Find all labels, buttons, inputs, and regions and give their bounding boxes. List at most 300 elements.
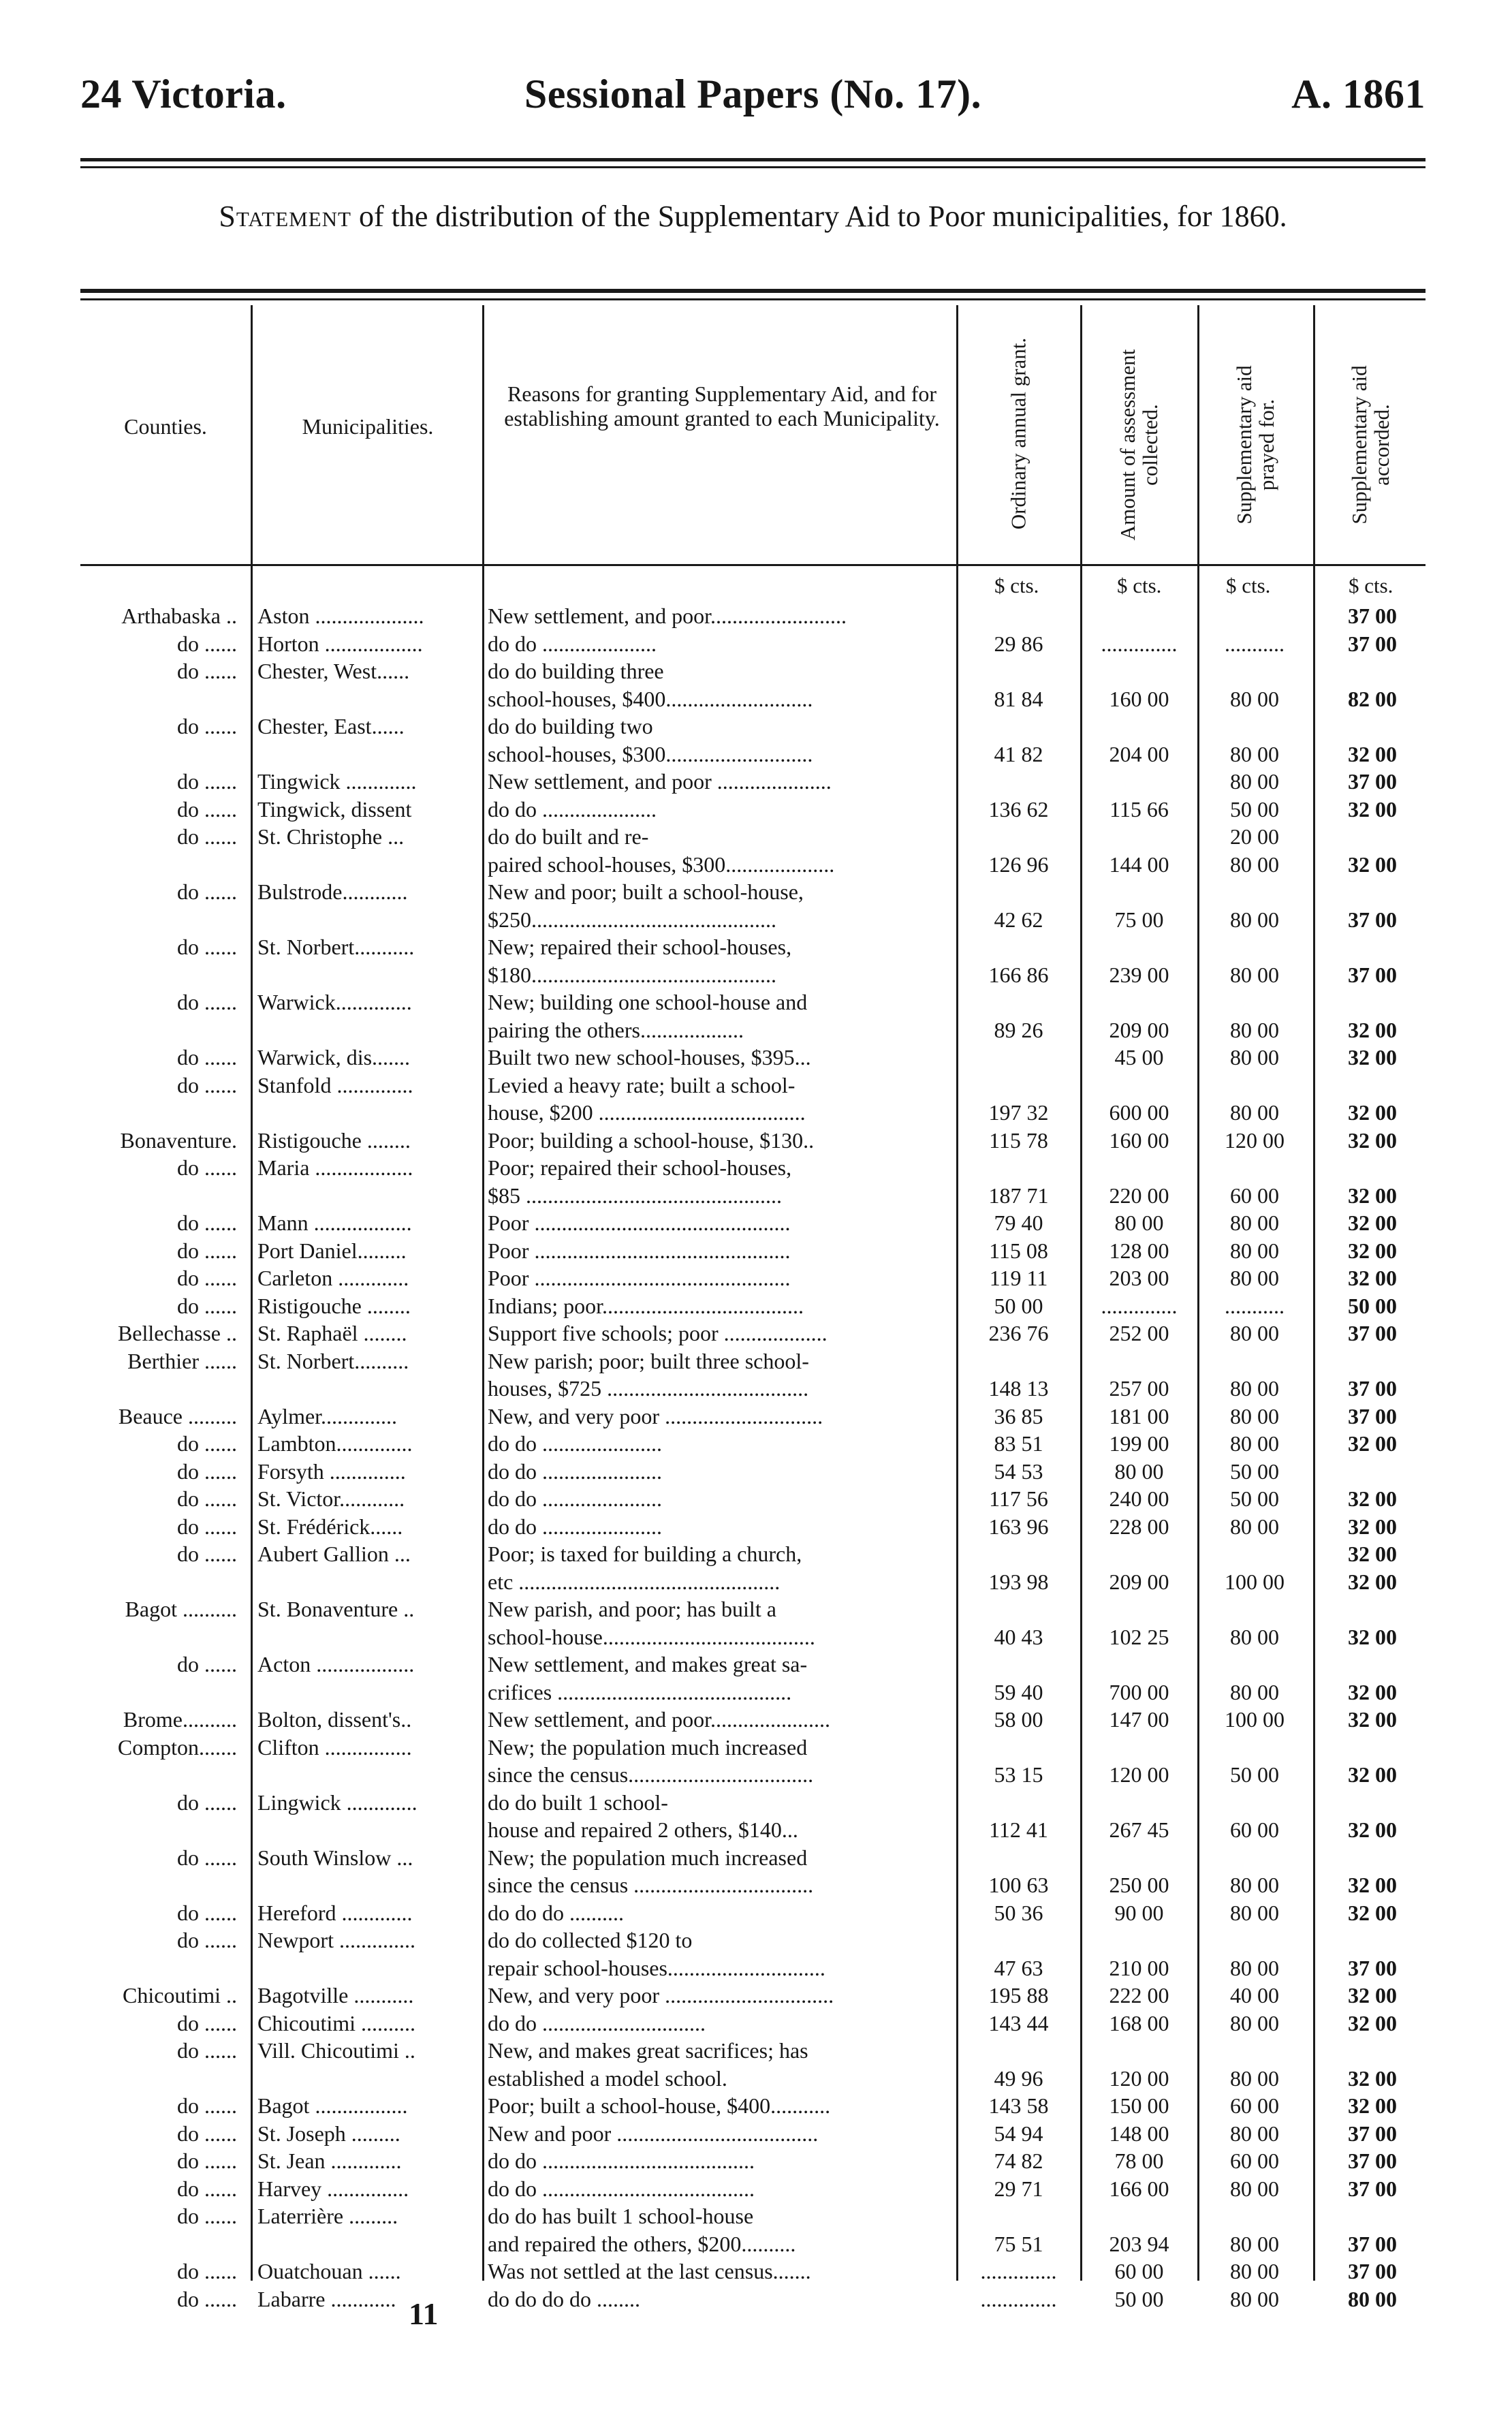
table-row: [0, 1568, 1512, 1595]
grant-cell: 143 44: [988, 2010, 1049, 2035]
grant-cell: 143 58: [988, 2093, 1049, 2118]
reason-cell: $180.............................................: [488, 962, 776, 987]
county-cell: do ......: [177, 1900, 237, 1925]
municipality-cell: Bolton, dissent's..: [257, 1707, 412, 1732]
municipality-cell: Tingwick, dissent: [257, 796, 412, 822]
reason-cell: do do built 1 school-: [488, 1790, 668, 1815]
accorded-cell: 37 00: [1348, 2176, 1397, 2201]
table-row: [0, 1072, 1512, 1099]
table-row: [0, 1209, 1512, 1236]
table-row: [0, 933, 1512, 960]
accorded-cell: 32 00: [1348, 1707, 1397, 1732]
reason-cell: do do .......................................: [488, 2176, 755, 2201]
assessment-cell: 240 00: [1109, 1486, 1169, 1511]
municipality-cell: Ouatchouan ......: [257, 2259, 401, 2283]
table-row: [0, 796, 1512, 823]
prayed-cell: 80 00: [1230, 741, 1279, 766]
prayed-cell: 80 00: [1230, 1514, 1279, 1539]
table-row: [0, 1706, 1512, 1733]
table-row: [0, 2175, 1512, 2202]
prayed-cell: 80 00: [1230, 1100, 1279, 1125]
assessment-cell: 150 00: [1109, 2093, 1169, 2118]
grant-cell: 49 96: [994, 2065, 1043, 2091]
reason-cell: do do .....................: [488, 796, 657, 822]
reason-cell: do do has built 1 school-house: [488, 2204, 754, 2228]
reason-cell: Poor ...............................................: [488, 1266, 791, 1290]
prayed-cell: 80 00: [1230, 852, 1279, 877]
accorded-cell: 37 00: [1348, 2259, 1397, 2283]
reason-cell: Poor; is taxed for building a church,: [488, 1542, 802, 1566]
assessment-cell: 80 00: [1114, 1210, 1164, 1235]
municipality-cell: Bulstrode............: [257, 879, 408, 904]
table-row: [0, 1403, 1512, 1430]
grant-cell: 236 76: [988, 1321, 1049, 1345]
grant-cell: 195 88: [988, 1983, 1049, 2008]
county-cell: do ......: [177, 2038, 237, 2063]
grant-cell: 41 82: [994, 741, 1043, 766]
reason-cell: New, and very poor .............................: [488, 1403, 823, 1428]
accorded-cell: 32 00: [1348, 1486, 1397, 1511]
assessment-cell: 80 00: [1114, 1458, 1164, 1484]
municipality-cell: Harvey ...............: [257, 2176, 409, 2201]
assessment-cell: 60 00: [1114, 2259, 1164, 2283]
table-row: [0, 961, 1512, 988]
municipality-cell: Lambton..............: [257, 1431, 413, 1456]
municipality-cell: Aston ....................: [257, 604, 424, 628]
prayed-cell: 40 00: [1230, 1983, 1279, 2008]
reason-cell: do do do ..........: [488, 1900, 624, 1925]
table-row: [0, 1982, 1512, 2009]
municipality-cell: Bagot .................: [257, 2093, 408, 2118]
municipality-cell: Maria ..................: [257, 1155, 413, 1180]
accorded-cell: 37 00: [1348, 962, 1397, 987]
accorded-cell: 32 00: [1348, 1431, 1397, 1456]
reason-cell: do do ......................: [488, 1486, 662, 1511]
table-row: [0, 2065, 1512, 2092]
reason-cell: Poor; built a school-house, $400...........: [488, 2093, 831, 2118]
prayed-cell: 60 00: [1230, 1817, 1279, 1842]
county-cell: Beauce .........: [118, 1403, 237, 1428]
assessment-cell: 90 00: [1114, 1900, 1164, 1925]
accorded-cell: 32 00: [1348, 1762, 1397, 1787]
prayed-cell: 50 00: [1230, 1762, 1279, 1787]
county-cell: do ......: [177, 1266, 237, 1290]
table-row: [0, 1237, 1512, 1264]
prayed-cell: 80 00: [1230, 1679, 1279, 1704]
prayed-cell: 80 00: [1230, 1376, 1279, 1401]
table-row: [0, 1292, 1512, 1319]
grant-cell: 74 82: [994, 2149, 1043, 2173]
county-cell: do ......: [177, 2286, 237, 2311]
grant-cell: 193 98: [988, 1569, 1049, 1594]
accorded-cell: 32 00: [1348, 2093, 1397, 2118]
table-row: [0, 1127, 1512, 1154]
table-row: [0, 1513, 1512, 1540]
prayed-cell: 80 00: [1230, 1431, 1279, 1456]
county-cell: do ......: [177, 2093, 237, 2118]
county-cell: do ......: [177, 824, 237, 849]
municipality-cell: St. Christophe ...: [257, 824, 405, 849]
reason-cell: do do .......................................: [488, 2149, 755, 2173]
reason-cell: Support five schools; poor ...................: [488, 1321, 828, 1345]
reason-cell: do do building two: [488, 714, 653, 738]
prayed-cell: 100 00: [1225, 1569, 1285, 1594]
col-header-grant: Ordinary annual grant.: [1006, 337, 1030, 530]
grant-cell: 42 62: [994, 907, 1043, 932]
prayed-cell: ...........: [1225, 631, 1285, 656]
accorded-cell: 32 00: [1348, 1127, 1397, 1153]
accorded-cell: 37 00: [1348, 1376, 1397, 1401]
header-right: A. 1861: [1291, 72, 1426, 116]
table-row: [0, 1789, 1512, 1816]
grant-cell: ..............: [980, 2286, 1057, 2311]
county-cell: do ......: [177, 990, 237, 1014]
county-cell: do ......: [177, 1045, 237, 1069]
assessment-cell: 228 00: [1109, 1514, 1169, 1539]
assessment-cell: 257 00: [1109, 1376, 1169, 1401]
reason-cell: house and repaired 2 others, $140...: [488, 1817, 798, 1842]
accorded-cell: 50 00: [1348, 1293, 1397, 1318]
municipality-cell: Warwick, dis.......: [257, 1045, 411, 1069]
prayed-cell: 80 00: [1230, 1210, 1279, 1235]
assessment-cell: ..............: [1101, 631, 1178, 656]
assessment-cell: 203 94: [1109, 2231, 1169, 2256]
grant-cell: 126 96: [988, 852, 1049, 877]
grant-cell: 81 84: [994, 686, 1043, 711]
reason-cell: do do built and re-: [488, 824, 649, 849]
accorded-cell: 32 00: [1348, 2065, 1397, 2091]
county-cell: do ......: [177, 714, 237, 738]
accorded-cell: 32 00: [1348, 1045, 1397, 1069]
reason-cell: repair school-houses.............................: [488, 1955, 825, 1980]
accorded-cell: 32 00: [1348, 1100, 1397, 1125]
prayed-cell: 20 00: [1230, 824, 1279, 849]
reason-cell: New settlement, and poor.........................: [488, 604, 847, 628]
accorded-cell: 37 00: [1348, 2121, 1397, 2146]
table-row: [0, 1264, 1512, 1292]
table-row: [0, 1485, 1512, 1512]
assessment-cell: 50 00: [1114, 2286, 1164, 2311]
reason-cell: New parish, and poor; has built a: [488, 1597, 776, 1621]
municipality-cell: Lingwick .............: [257, 1790, 418, 1815]
municipality-cell: Mann ..................: [257, 1210, 412, 1235]
county-cell: do ......: [177, 2176, 237, 2201]
assessment-cell: 222 00: [1109, 1983, 1169, 2008]
county-cell: do ......: [177, 1928, 237, 1952]
table-row: [0, 1319, 1512, 1347]
reason-cell: New and poor; built a school-house,: [488, 879, 804, 904]
accorded-cell: 32 00: [1348, 852, 1397, 877]
grant-cell: 47 63: [994, 1955, 1043, 1980]
grant-cell: 29 71: [994, 2176, 1043, 2201]
municipality-cell: Aylmer..............: [257, 1403, 398, 1428]
table-row: [0, 1099, 1512, 1126]
accorded-cell: 37 00: [1348, 1955, 1397, 1980]
prayed-cell: 80 00: [1230, 2010, 1279, 2035]
assessment-cell: 45 00: [1114, 1045, 1164, 1069]
reason-cell: New, and makes great sacrifices; has: [488, 2038, 808, 2063]
header-center: Sessional Papers (No. 17).: [524, 72, 982, 116]
county-cell: do ......: [177, 631, 237, 656]
county-cell: do ......: [177, 1458, 237, 1484]
table-row: [0, 713, 1512, 740]
assessment-cell: 199 00: [1109, 1431, 1169, 1456]
prayed-cell: ...........: [1225, 1293, 1285, 1318]
accorded-cell: 37 00: [1348, 1321, 1397, 1345]
municipality-cell: Labarre ............: [257, 2286, 396, 2311]
table-row: [0, 2285, 1512, 2313]
grant-cell: 50 36: [994, 1900, 1043, 1925]
assessment-cell: 148 00: [1109, 2121, 1169, 2146]
grant-cell: 54 53: [994, 1458, 1043, 1484]
prayed-cell: 80 00: [1230, 1238, 1279, 1263]
reason-cell: do do ......................: [488, 1458, 662, 1484]
reason-cell: and repaired the others, $200..........: [488, 2231, 796, 2256]
reason-cell: Poor; building a school-house, $130..: [488, 1127, 815, 1153]
municipality-cell: Warwick..............: [257, 990, 412, 1014]
municipality-cell: Hereford .............: [257, 1900, 413, 1925]
assessment-cell: 209 00: [1109, 1017, 1169, 1042]
assessment-cell: 160 00: [1109, 1127, 1169, 1153]
table-row: [0, 1651, 1512, 1678]
assessment-cell: 102 25: [1109, 1624, 1169, 1649]
prayed-cell: 50 00: [1230, 796, 1279, 822]
assessment-cell: 160 00: [1109, 686, 1169, 711]
accorded-cell: 82 00: [1348, 686, 1397, 711]
reason-cell: do do ......................: [488, 1431, 662, 1456]
county-cell: do ......: [177, 2259, 237, 2283]
header-bottom-rule: [80, 564, 1426, 566]
municipality-cell: Newport ..............: [257, 1928, 415, 1952]
municipality-cell: Port Daniel.........: [257, 1238, 407, 1263]
assessment-cell: 267 45: [1109, 1817, 1169, 1842]
assessment-cell: 250 00: [1109, 1873, 1169, 1897]
prayed-cell: 80 00: [1230, 2065, 1279, 2091]
assessment-cell: 166 00: [1109, 2176, 1169, 2201]
prayed-cell: 80 00: [1230, 1900, 1279, 1925]
units-accorded: $ cts.: [1349, 574, 1393, 597]
grant-cell: 197 32: [988, 1100, 1049, 1125]
grant-cell: 75 51: [994, 2231, 1043, 2256]
county-cell: do ......: [177, 769, 237, 794]
reason-cell: do do .....................: [488, 631, 657, 656]
prayed-cell: 120 00: [1225, 1127, 1285, 1153]
accorded-cell: 32 00: [1348, 1679, 1397, 1704]
page-number: 11: [409, 2296, 439, 2331]
assessment-cell: 144 00: [1109, 852, 1169, 877]
assessment-cell: ..............: [1101, 1293, 1178, 1318]
accorded-cell: 32 00: [1348, 1017, 1397, 1042]
municipality-cell: St. Bonaventure ..: [257, 1597, 415, 1621]
prayed-cell: 60 00: [1230, 1183, 1279, 1208]
table-row: [0, 2037, 1512, 2064]
assessment-cell: 147 00: [1109, 1707, 1169, 1732]
municipality-cell: St. Joseph .........: [257, 2121, 400, 2146]
county-cell: do ......: [177, 1790, 237, 1815]
table-row: [0, 2120, 1512, 2147]
accorded-cell: 37 00: [1348, 2231, 1397, 2256]
accorded-cell: 32 00: [1348, 1183, 1397, 1208]
municipality-cell: Forsyth ..............: [257, 1458, 406, 1484]
county-cell: Compton.......: [117, 1734, 237, 1760]
assessment-cell: 700 00: [1109, 1679, 1169, 1704]
prayed-cell: 80 00: [1230, 962, 1279, 987]
table-row: [0, 1540, 1512, 1567]
reason-cell: do do collected $120 to: [488, 1928, 693, 1952]
municipality-cell: St. Raphaël ........: [257, 1321, 407, 1345]
prayed-cell: 50 00: [1230, 1486, 1279, 1511]
reason-cell: New parish; poor; built three school-: [488, 1348, 809, 1373]
municipality-cell: St. Jean .............: [257, 2149, 402, 2173]
municipality-cell: Clifton ................: [257, 1734, 412, 1760]
county-cell: do ......: [177, 1210, 237, 1235]
accorded-cell: 32 00: [1348, 1542, 1397, 1566]
assessment-cell: 210 00: [1109, 1955, 1169, 1980]
assessment-cell: 181 00: [1109, 1403, 1169, 1428]
assessment-cell: 115 66: [1109, 796, 1169, 822]
county-cell: do ......: [177, 1072, 237, 1097]
assessment-cell: 239 00: [1109, 962, 1169, 987]
reason-cell: New; repaired their school-houses,: [488, 935, 792, 959]
grant-cell: 119 11: [989, 1266, 1048, 1290]
municipality-cell: Carleton .............: [257, 1266, 409, 1290]
table-row: [0, 602, 1512, 629]
accorded-cell: 80 00: [1348, 2286, 1397, 2311]
county-cell: do ......: [177, 2121, 237, 2146]
table-row: [0, 1595, 1512, 1623]
prayed-cell: 80 00: [1230, 1321, 1279, 1345]
assessment-cell: 203 00: [1109, 1266, 1169, 1290]
units-assessment: $ cts.: [1117, 574, 1162, 597]
accorded-cell: 37 00: [1348, 2149, 1397, 2173]
reason-cell: do do ......................: [488, 1514, 662, 1539]
table-top-rule-1: [80, 289, 1426, 293]
grant-cell: 166 86: [988, 962, 1049, 987]
reason-cell: New; the population much increased: [488, 1734, 808, 1760]
table-row: [0, 878, 1512, 905]
reason-cell: New; the population much increased: [488, 1845, 808, 1870]
table-row: [0, 2147, 1512, 2174]
grant-cell: 58 00: [994, 1707, 1043, 1732]
prayed-cell: 80 00: [1230, 2176, 1279, 2201]
municipality-cell: St. Norbert...........: [257, 935, 415, 959]
reason-cell: pairing the others...................: [488, 1017, 744, 1042]
county-cell: Bonaventure.: [120, 1127, 237, 1153]
prayed-cell: 100 00: [1225, 1707, 1285, 1732]
prayed-cell: 80 00: [1230, 1017, 1279, 1042]
prayed-cell: 80 00: [1230, 907, 1279, 932]
accorded-cell: 32 00: [1348, 741, 1397, 766]
county-cell: Bagot ..........: [125, 1597, 237, 1621]
table-row: [0, 1926, 1512, 1954]
reason-cell: do do ..............................: [488, 2010, 706, 2035]
table-row: [0, 2230, 1512, 2258]
prayed-cell: 50 00: [1230, 1458, 1279, 1484]
municipality-cell: Acton ..................: [257, 1652, 415, 1676]
reason-cell: Indians; poor.....................................: [488, 1293, 804, 1318]
table-row: [0, 851, 1512, 878]
table-row: [0, 1871, 1512, 1899]
reason-cell: New settlement, and makes great sa-: [488, 1652, 808, 1676]
reason-cell: Poor; repaired their school-houses,: [488, 1155, 792, 1180]
table-row: [0, 906, 1512, 933]
grant-cell: 100 63: [988, 1873, 1049, 1897]
prayed-cell: 60 00: [1230, 2149, 1279, 2173]
table-row: [0, 1734, 1512, 1761]
units-grant: $ cts.: [994, 574, 1039, 597]
header-rule-1: [80, 158, 1426, 161]
table-row: [0, 1954, 1512, 1982]
prayed-cell: 80 00: [1230, 2231, 1279, 2256]
reason-cell: school-houses, $300...........................: [488, 741, 813, 766]
municipality-cell: Stanfold ..............: [257, 1072, 413, 1097]
reason-cell: etc ................................................: [488, 1569, 781, 1594]
grant-cell: 29 86: [994, 631, 1043, 656]
grant-cell: 148 13: [988, 1376, 1049, 1401]
county-cell: Brome..........: [123, 1707, 237, 1732]
table-row: [0, 1044, 1512, 1071]
reason-cell: paired school-houses, $300....................: [488, 852, 835, 877]
header-rule-2: [80, 166, 1426, 168]
county-cell: do ......: [177, 935, 237, 959]
table-row: [0, 1430, 1512, 1457]
accorded-cell: 32 00: [1348, 1873, 1397, 1897]
reason-cell: do do building three: [488, 659, 664, 683]
municipality-cell: Ristigouche ........: [257, 1293, 411, 1318]
reason-cell: Built two new school-houses, $395...: [488, 1045, 811, 1069]
table-row: [0, 630, 1512, 657]
reason-cell: New settlement, and poor......................: [488, 1707, 831, 1732]
assessment-cell: 120 00: [1109, 2065, 1169, 2091]
county-cell: do ......: [177, 2010, 237, 2035]
header-left: 24 Victoria.: [80, 72, 287, 116]
assessment-cell: 120 00: [1109, 1762, 1169, 1787]
grant-cell: 50 00: [994, 1293, 1043, 1318]
prayed-cell: 80 00: [1230, 1266, 1279, 1290]
table-row: [0, 1375, 1512, 1402]
assessment-cell: 252 00: [1109, 1321, 1169, 1345]
table-top-rule-2: [80, 298, 1426, 300]
county-cell: do ......: [177, 1542, 237, 1566]
reason-cell: New settlement, and poor .....................: [488, 769, 832, 794]
title-lead: Statement: [219, 200, 351, 233]
table-row: [0, 1761, 1512, 1788]
grant-cell: 53 15: [994, 1762, 1043, 1787]
accorded-cell: 37 00: [1348, 604, 1397, 628]
reason-cell: house, $200 ......................................: [488, 1100, 806, 1125]
municipality-cell: St. Victor............: [257, 1486, 405, 1511]
county-cell: Bellechasse ..: [117, 1321, 237, 1345]
assessment-cell: 75 00: [1114, 907, 1164, 932]
reason-cell: New; building one school-house and: [488, 990, 808, 1014]
col-header-accorded: Supplementary aid accorded.: [1347, 365, 1393, 525]
accorded-cell: 32 00: [1348, 796, 1397, 822]
grant-cell: 112 41: [989, 1817, 1048, 1842]
prayed-cell: 80 00: [1230, 2121, 1279, 2146]
prayed-cell: 80 00: [1230, 1955, 1279, 1980]
grant-cell: 117 56: [989, 1486, 1048, 1511]
county-cell: do ......: [177, 1486, 237, 1511]
grant-cell: ..............: [980, 2259, 1057, 2283]
table-row: [0, 1347, 1512, 1375]
table-row: [0, 1182, 1512, 1209]
prayed-cell: 80 00: [1230, 1624, 1279, 1649]
table-row: [0, 1844, 1512, 1871]
grant-cell: 54 94: [994, 2121, 1043, 2146]
county-cell: Berthier ......: [127, 1348, 237, 1373]
municipality-cell: Chester, East......: [257, 714, 405, 738]
accorded-cell: 32 00: [1348, 1900, 1397, 1925]
